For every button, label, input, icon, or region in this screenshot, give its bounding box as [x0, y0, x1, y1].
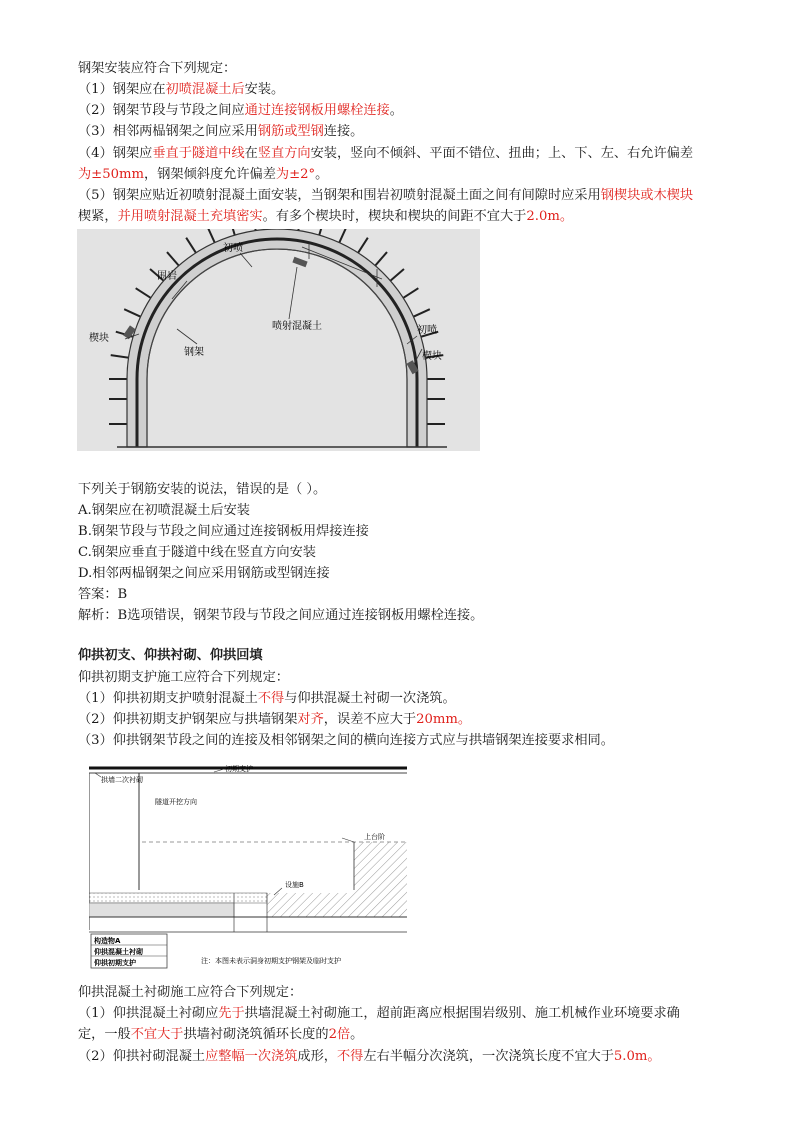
highlight: 钢筋或型钢: [257, 124, 324, 139]
section-heading: 仰拱初支、仰拱衬砌、仰拱回填: [78, 648, 263, 663]
rule-4-cont: 为±50mm，钢架倾斜度允许偏差为±2°。: [78, 167, 329, 182]
highlight: 先于: [218, 1006, 245, 1021]
rule-3: （3）相邻两榀钢架之间应采用钢筋或型钢连接。: [78, 124, 364, 139]
answer: 答案：B: [78, 587, 128, 602]
figure-note: 注：本图未表示洞身初期支护钢架及临时支护: [201, 957, 341, 965]
highlight: 初喷混凝土后: [165, 82, 245, 97]
highlight: 竖直方向: [257, 146, 311, 161]
highlight: 不得: [257, 691, 285, 706]
highlight: 对齐: [297, 712, 324, 727]
highlight: 不得: [336, 1049, 364, 1064]
highlight: 通过连接钢板用螺栓连接: [244, 103, 390, 118]
highlight: 2.0m。: [526, 209, 574, 224]
lining-rule-2: （2）仰拱衬砌混凝土应整幅一次浇筑成形，不得左右半幅分次浇筑，一次浇筑长度不宜大于5.0m。: [78, 1049, 661, 1064]
invert-construction-figure: [89, 760, 407, 970]
lining-rule-1-cont: 定，一般不宜大于拱墙衬砌浇筑循环长度的2倍。: [78, 1027, 364, 1042]
section2-intro: 仰拱初期支护施工应符合下列规定：: [78, 670, 289, 685]
label-xiekuai-right: 楔块: [422, 351, 442, 362]
label-weiyan: 围岩: [157, 271, 177, 282]
option-a: A.钢架应在初喷混凝土后安装: [78, 503, 250, 518]
rule-4: （4）钢架应垂直于隧道中线在竖直方向安装，竖向不倾斜、平面不错位、扭曲；上、下、左、右允许偏差: [78, 146, 694, 161]
section1-intro: 钢架安装应符合下列规定：: [78, 61, 237, 76]
rule-1: （1）钢架应在初喷混凝土后安装。: [78, 82, 285, 97]
highlight: 为±50mm: [78, 167, 145, 182]
legend-item: 仰拱混凝土衬砌: [94, 948, 143, 956]
rule-2: （2）钢架节段与节段之间应通过连接钢板用螺栓连接。: [78, 103, 403, 118]
highlight: 钢楔块或木楔块: [600, 188, 694, 203]
rule-5: （5）钢架应贴近初喷射混凝土面安装，当钢架和围岩初喷射混凝土面之间有间隙时应采用钢楔块或木楔块: [78, 188, 694, 203]
label-penshe: 喷射混凝土: [272, 321, 322, 332]
label-xiekuai-left: 楔块: [89, 333, 109, 344]
option-d: D.相邻两榀钢架之间应采用钢筋或型钢连接: [78, 566, 330, 581]
option-b: B.钢架节段与节段之间应通过连接钢板用焊接连接: [78, 524, 369, 539]
highlight: 垂直于隧道中线: [152, 146, 245, 161]
label-arch-lining: 拱墙二次衬砌: [101, 776, 143, 784]
legend-item: 仰拱初期支护: [94, 959, 136, 967]
tunnel-steel-arch-figure: [77, 229, 480, 451]
label-upper-bench: 上台阶: [364, 833, 385, 841]
analysis: 解析：B选项错误，钢架节段与节段之间应通过连接钢板用螺栓连接。: [78, 608, 484, 623]
invert-rule-2: （2）仰拱初期支护钢架应与拱墙钢架对齐，误差不应大于20mm。: [78, 712, 472, 727]
highlight: 5.0m。: [613, 1049, 661, 1064]
highlight: 并用喷射混凝土充填密实: [117, 209, 263, 224]
highlight: 20mm。: [416, 712, 472, 727]
option-c: C.钢架应垂直于隧道中线在竖直方向安装: [78, 545, 316, 560]
highlight: 为±2°: [275, 167, 316, 182]
rule-5-cont: 楔紧，并用喷射混凝土充填密实。有多个楔块时，楔块和楔块的间距不宜大于2.0m。: [78, 209, 574, 224]
label-initial-support: 初期支护: [225, 765, 253, 773]
highlight: 2倍: [328, 1027, 351, 1042]
invert-rule-1: （1）仰拱初期支护喷射混凝土不得与仰拱混凝土衬砌一次浇筑。: [78, 691, 456, 706]
invert-rule-3: （3）仰拱钢架节段之间的连接及相邻钢架之间的横向连接方式应与拱墙钢架连接要求相同。: [78, 733, 614, 748]
legend-item: 构造物A: [94, 937, 121, 945]
highlight: 应整幅一次浇筑: [205, 1049, 298, 1064]
label-gangjia: 钢架: [184, 347, 204, 358]
label-facility-b: 设施B: [285, 881, 304, 889]
label-excavation-direction: 隧道开挖方向: [155, 798, 197, 806]
question-stem: 下列关于钢筋安装的说法，错误的是（ ）。: [78, 482, 327, 497]
highlight: 不宜大于: [130, 1027, 184, 1042]
section3-intro: 仰拱混凝土衬砌施工应符合下列规定：: [78, 985, 303, 1000]
label-chupen-right: 初喷: [417, 325, 437, 336]
label-chupen: 初喷: [223, 243, 243, 254]
lining-rule-1: （1）仰拱混凝土衬砌应先于拱墙混凝土衬砌施工，超前距离应根据围岩级别、施工机械作业环境要求确: [78, 1006, 680, 1021]
